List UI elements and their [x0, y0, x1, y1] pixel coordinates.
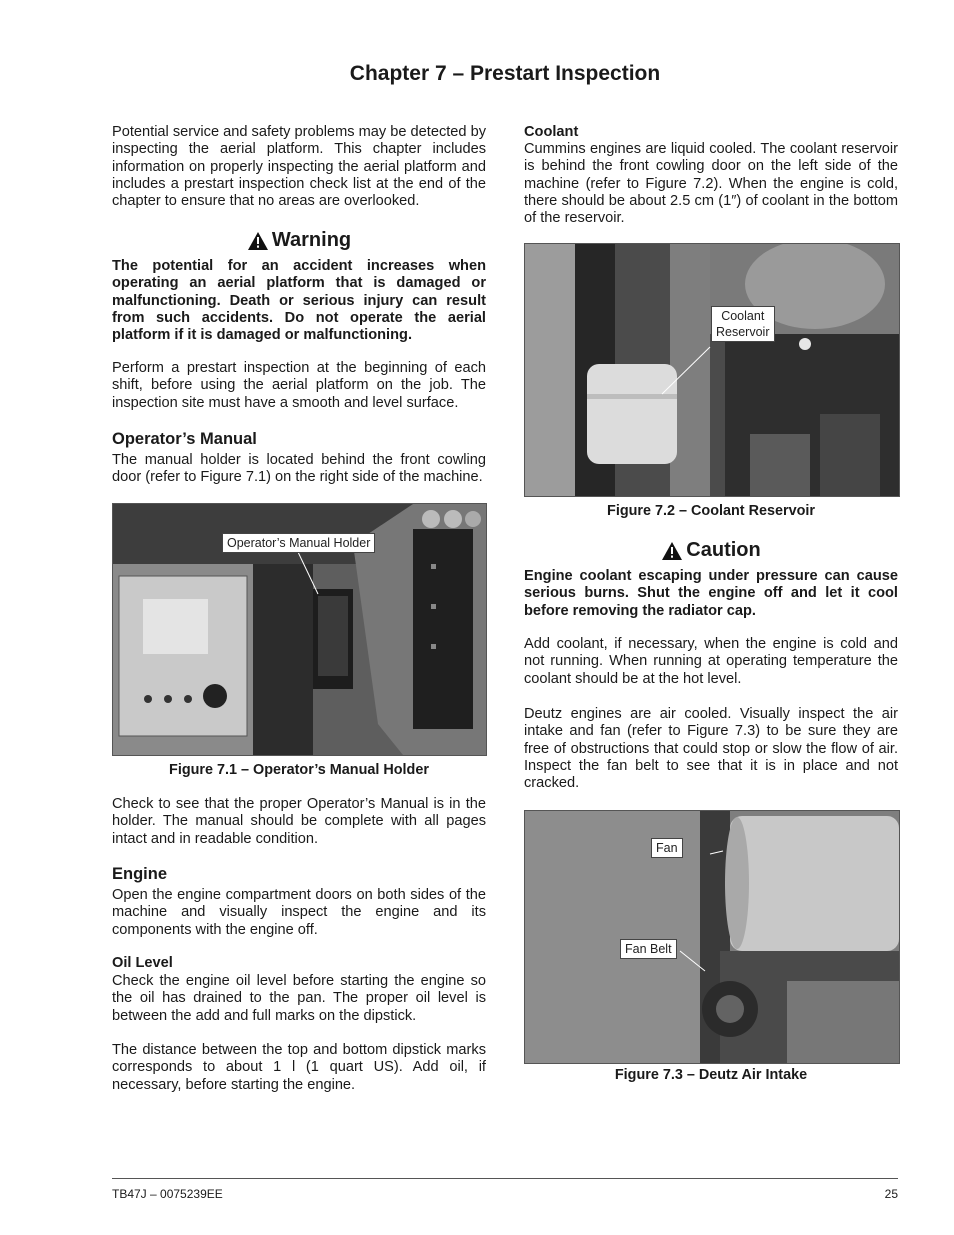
figure-7-3-photo	[524, 810, 900, 1064]
coolant-callout-line-2: Reservoir	[716, 325, 770, 339]
warning-heading	[112, 229, 486, 252]
operators-manual-heading: Operator’s Manual	[112, 430, 257, 448]
coolant-callout-line-1: Coolant	[721, 309, 765, 323]
fan-callout: Fan	[651, 838, 683, 858]
caution-text: Engine coolant escaping under pressure can cause serious burns. Shut the engine off and let it cool before removing the radiator cap.	[524, 568, 898, 619]
oil-level-heading: Oil Level	[112, 955, 173, 971]
figure-7-1-caption: Figure 7.1 – Operator’s Manual Holder	[169, 762, 429, 778]
add-coolant-paragraph: Add coolant, if necessary, when the engine is cold and not running. When running at operating temperature the coolant should be at the hot level.	[524, 636, 898, 687]
operators-manual-holder-callout: Operator’s Manual Holder	[222, 533, 375, 553]
oil-level-paragraph-2: The distance between the top and bottom dipstick marks corresponds to about 1 l (1 quart US). Add oil, if necessary, before starting the engine.	[112, 1042, 486, 1093]
fan-belt-callout: Fan Belt	[620, 939, 677, 959]
intro-paragraph: Potential service and safety problems may be detected by inspecting the aerial platform. This chapter includes information on properly inspecting the aerial platform and includes a prestart inspection check list at the end of the chapter to ensure that no areas are overlooked.	[112, 124, 486, 210]
warning-triangle-icon	[661, 541, 683, 561]
engine-paragraph: Open the engine compartment doors on both sides of the machine and visually inspect the engine and its components with the engine off.	[112, 887, 486, 938]
footer-page-number: 25	[884, 1187, 898, 1201]
prestart-paragraph: Perform a prestart inspection at the beginning of each shift, before using the aerial platform on the job. The inspection site must have a smooth and level surface.	[112, 360, 486, 411]
coolant-paragraph: Cummins engines are liquid cooled. The coolant reservoir is behind the front cowling door on the left side of the machine (refer to Figure 7.2). When the engine is cold, there should be about 2.5 cm (1″) of coolant in the bottom of the reservoir.	[524, 141, 898, 227]
footer-divider	[112, 1178, 898, 1179]
figure-7-1-photo	[112, 503, 487, 756]
oil-level-paragraph-1: Check the engine oil level before starting the engine so the oil has drained to the pan. The proper oil level is between the add and full marks on the dipstick.	[112, 973, 486, 1024]
coolant-reservoir-callout	[711, 306, 775, 342]
engine-heading: Engine	[112, 865, 168, 883]
warning-heading-text: Warning	[271, 229, 352, 251]
figure-7-2-photo	[524, 243, 900, 497]
page-title: Chapter 7 – Prestart Inspection	[349, 62, 661, 85]
check-manual-paragraph: Check to see that the proper Operator’s Manual is in the holder. The manual should be complete with all pages intact and in readable condition.	[112, 796, 486, 847]
operators-manual-paragraph: The manual holder is located behind the front cowling door (refer to Figure 7.1) on the right side of the machine.	[112, 452, 486, 486]
warning-text: The potential for an accident increases when operating an aerial platform that is damaged or malfunctioning. Death or serious injury can result from such accidents. Do not operate the aerial platform if it is damaged or malfunctioning.	[112, 258, 486, 344]
coolant-heading: Coolant	[524, 124, 579, 140]
warning-triangle-icon	[247, 231, 269, 251]
figure-7-2-caption: Figure 7.2 – Coolant Reservoir	[607, 503, 815, 519]
deutz-paragraph: Deutz engines are air cooled. Visually inspect the air intake and fan (refer to Figure 7.3) to be sure they are free of obstructions that could stop or slow the flow of air. Inspect the fan belt to see that it is in place and not cracked.	[524, 706, 898, 792]
figure-7-3-caption: Figure 7.3 – Deutz Air Intake	[614, 1067, 808, 1083]
caution-heading	[524, 539, 898, 562]
footer-doc-id: TB47J – 0075239EE	[112, 1187, 223, 1201]
caution-heading-text: Caution	[686, 539, 761, 561]
